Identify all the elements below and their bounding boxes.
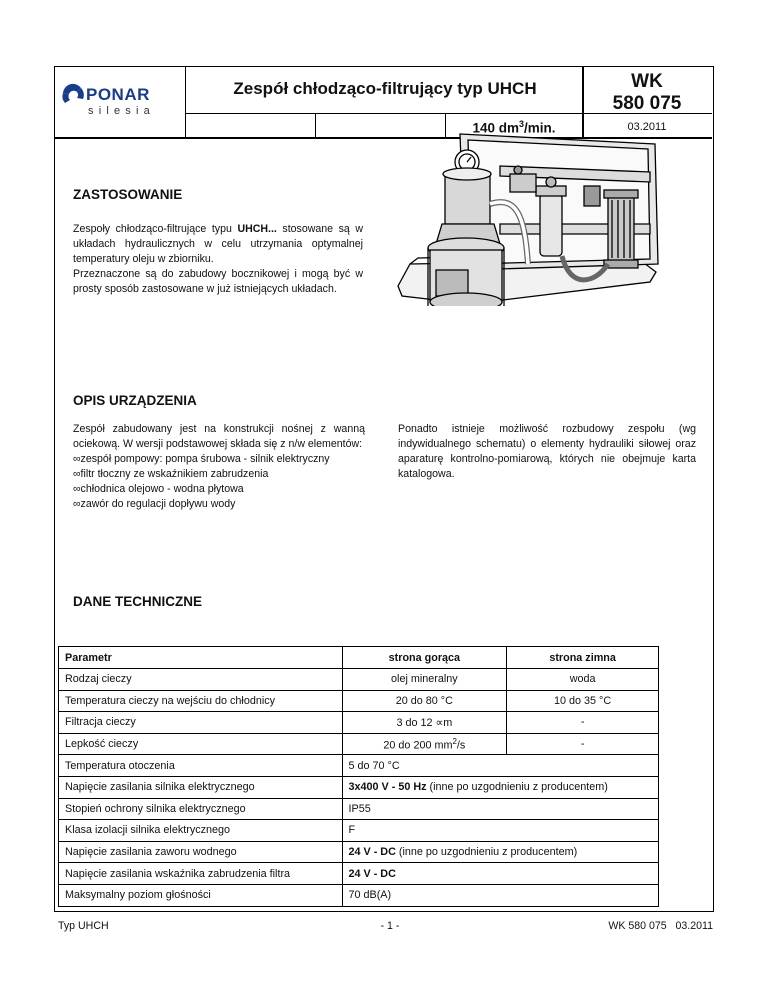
header-divider-logo <box>185 67 186 137</box>
table-cell-param: Rodzaj cieczy <box>59 669 343 691</box>
catalog-code-line2: 580 075 <box>612 93 682 114</box>
flow-unit: /min. <box>524 120 556 136</box>
opis-item: ∞filtr tłoczny ze wskaźnikiem zabrudzenia <box>73 468 269 480</box>
technical-data-table <box>58 646 659 907</box>
product-illustration <box>350 74 662 306</box>
opis-left-text <box>73 422 365 512</box>
table-cell-param: Temperatura otoczenia <box>59 755 343 777</box>
zastosowanie-text <box>73 222 363 297</box>
table-cell-cold: - <box>507 733 659 755</box>
table-cell-value: 3x400 V - 50 Hz (inne po uzgodnieniu z producentem) <box>342 776 659 798</box>
table-row <box>59 755 659 777</box>
opis-item: ∞zespół pompowy: pompa śrubowa - silnik elektryczny <box>73 453 330 465</box>
table-cell-hot: olej mineralny <box>342 669 507 691</box>
table-cell-cold: woda <box>507 669 659 691</box>
table-cell-param: Filtracja cieczy <box>59 712 343 734</box>
page-number: - 1 - <box>380 920 400 932</box>
table-header-row <box>59 647 659 669</box>
table-header-cold: strona zimna <box>507 647 659 669</box>
company-logo <box>59 79 185 119</box>
section-heading-opis: OPIS URZĄDZENIA <box>73 393 197 408</box>
table-cell-hot: 20 do 200 $mm^2/s$ <box>342 733 507 755</box>
type-code: UHCH... <box>237 223 277 235</box>
section-heading-dane: DANE TECHNICZNE <box>73 594 203 609</box>
table-row <box>59 798 659 820</box>
table-cell-param: Lepkość cieczy <box>59 733 343 755</box>
table-row <box>59 733 659 755</box>
zastosowanie-p2: Przeznaczone są do zabudowy bocznikowej i mogą być w prosty sposób zastosowane w już istniejących układach. <box>73 268 363 295</box>
table-row <box>59 776 659 798</box>
footer-left: Typ UHCH <box>58 920 109 932</box>
table-row <box>59 863 659 885</box>
table-cell-value: 24 V - DC (inne po uzgodnieniu z producentem) <box>342 841 659 863</box>
document-title: Zespół chłodząco-filtrujący typ UHCH <box>233 79 537 98</box>
cooling-unit-icon <box>350 74 662 306</box>
table-row <box>59 820 659 842</box>
logo-mark-icon <box>62 84 83 103</box>
table-cell-cold: 10 do 35 °C <box>507 690 659 712</box>
opis-intro: Zespół zabudowany jest na konstrukcji nośnej z wanną ociekową. W wersji podstawowej składa się z n/w elementów: <box>73 423 365 450</box>
table-cell-hot: 3 do 12 ∝m <box>342 712 507 734</box>
table-row <box>59 841 659 863</box>
table-cell-cold: - <box>507 712 659 734</box>
opis-item: ∞chłodnica olejowo - wodna płytowa <box>73 483 244 495</box>
table-cell-value: 24 V - DC <box>342 863 659 885</box>
opis-right-text: Ponadto istnieje możliwość rozbudowy zespołu (wg indywidualnego schematu) o elementy hydrauliki siłowej oraz aparaturę kontrolno-pomiarową, których nie obejmuje karta katalogowa. <box>398 423 696 480</box>
table-header-param: Parametr <box>59 647 343 669</box>
footer-right: WK 580 075 03.2011 <box>608 920 713 932</box>
table-cell-param: Napięcie zasilania zaworu wodnego <box>59 841 343 863</box>
table-cell-param: Temperatura cieczy na wejściu do chłodnicy <box>59 690 343 712</box>
table-cell-param: Klasa izolacji silnika elektrycznego <box>59 820 343 842</box>
table-cell-param: Napięcie zasilania silnika elektrycznego <box>59 776 343 798</box>
header-cell-divider-1 <box>315 113 316 137</box>
table-row <box>59 884 659 906</box>
table-cell-value: 70 dB(A) <box>342 884 659 906</box>
table-header-hot: strona gorąca <box>342 647 507 669</box>
table-cell-param: Maksymalny poziom głośności <box>59 884 343 906</box>
table-row <box>59 690 659 712</box>
table-cell-value: F <box>342 820 659 842</box>
table-row <box>59 712 659 734</box>
section-heading-zastosowanie: ZASTOSOWANIE <box>73 187 183 202</box>
table-cell-value: 5 do 70 °C <box>342 755 659 777</box>
flow-value: 140 dm <box>472 120 519 136</box>
table-row <box>59 669 659 691</box>
table-cell-param: Stopień ochrony silnika elektrycznego <box>59 798 343 820</box>
zastosowanie-p1: Zespoły chłodząco-filtrujące typu UHCH... stosowane są w układach hydraulicznych w celu utrzymania optymalnej temperatury oleju w zbiorniku. <box>73 223 363 265</box>
table-cell-param: Napięcie zasilania wskaźnika zabrudzenia filtra <box>59 863 343 885</box>
table-cell-hot: 20 do 80 °C <box>342 690 507 712</box>
logo-sub: silesia <box>88 105 155 117</box>
flow-sup: 3 <box>519 119 525 129</box>
logo-name: PONAR <box>86 85 150 104</box>
catalog-code-line1: WK <box>631 71 663 92</box>
table-cell-value: IP55 <box>342 798 659 820</box>
opis-item: ∞zawór do regulacji dopływu wody <box>73 498 236 510</box>
header-date: 03.2011 <box>627 121 667 133</box>
